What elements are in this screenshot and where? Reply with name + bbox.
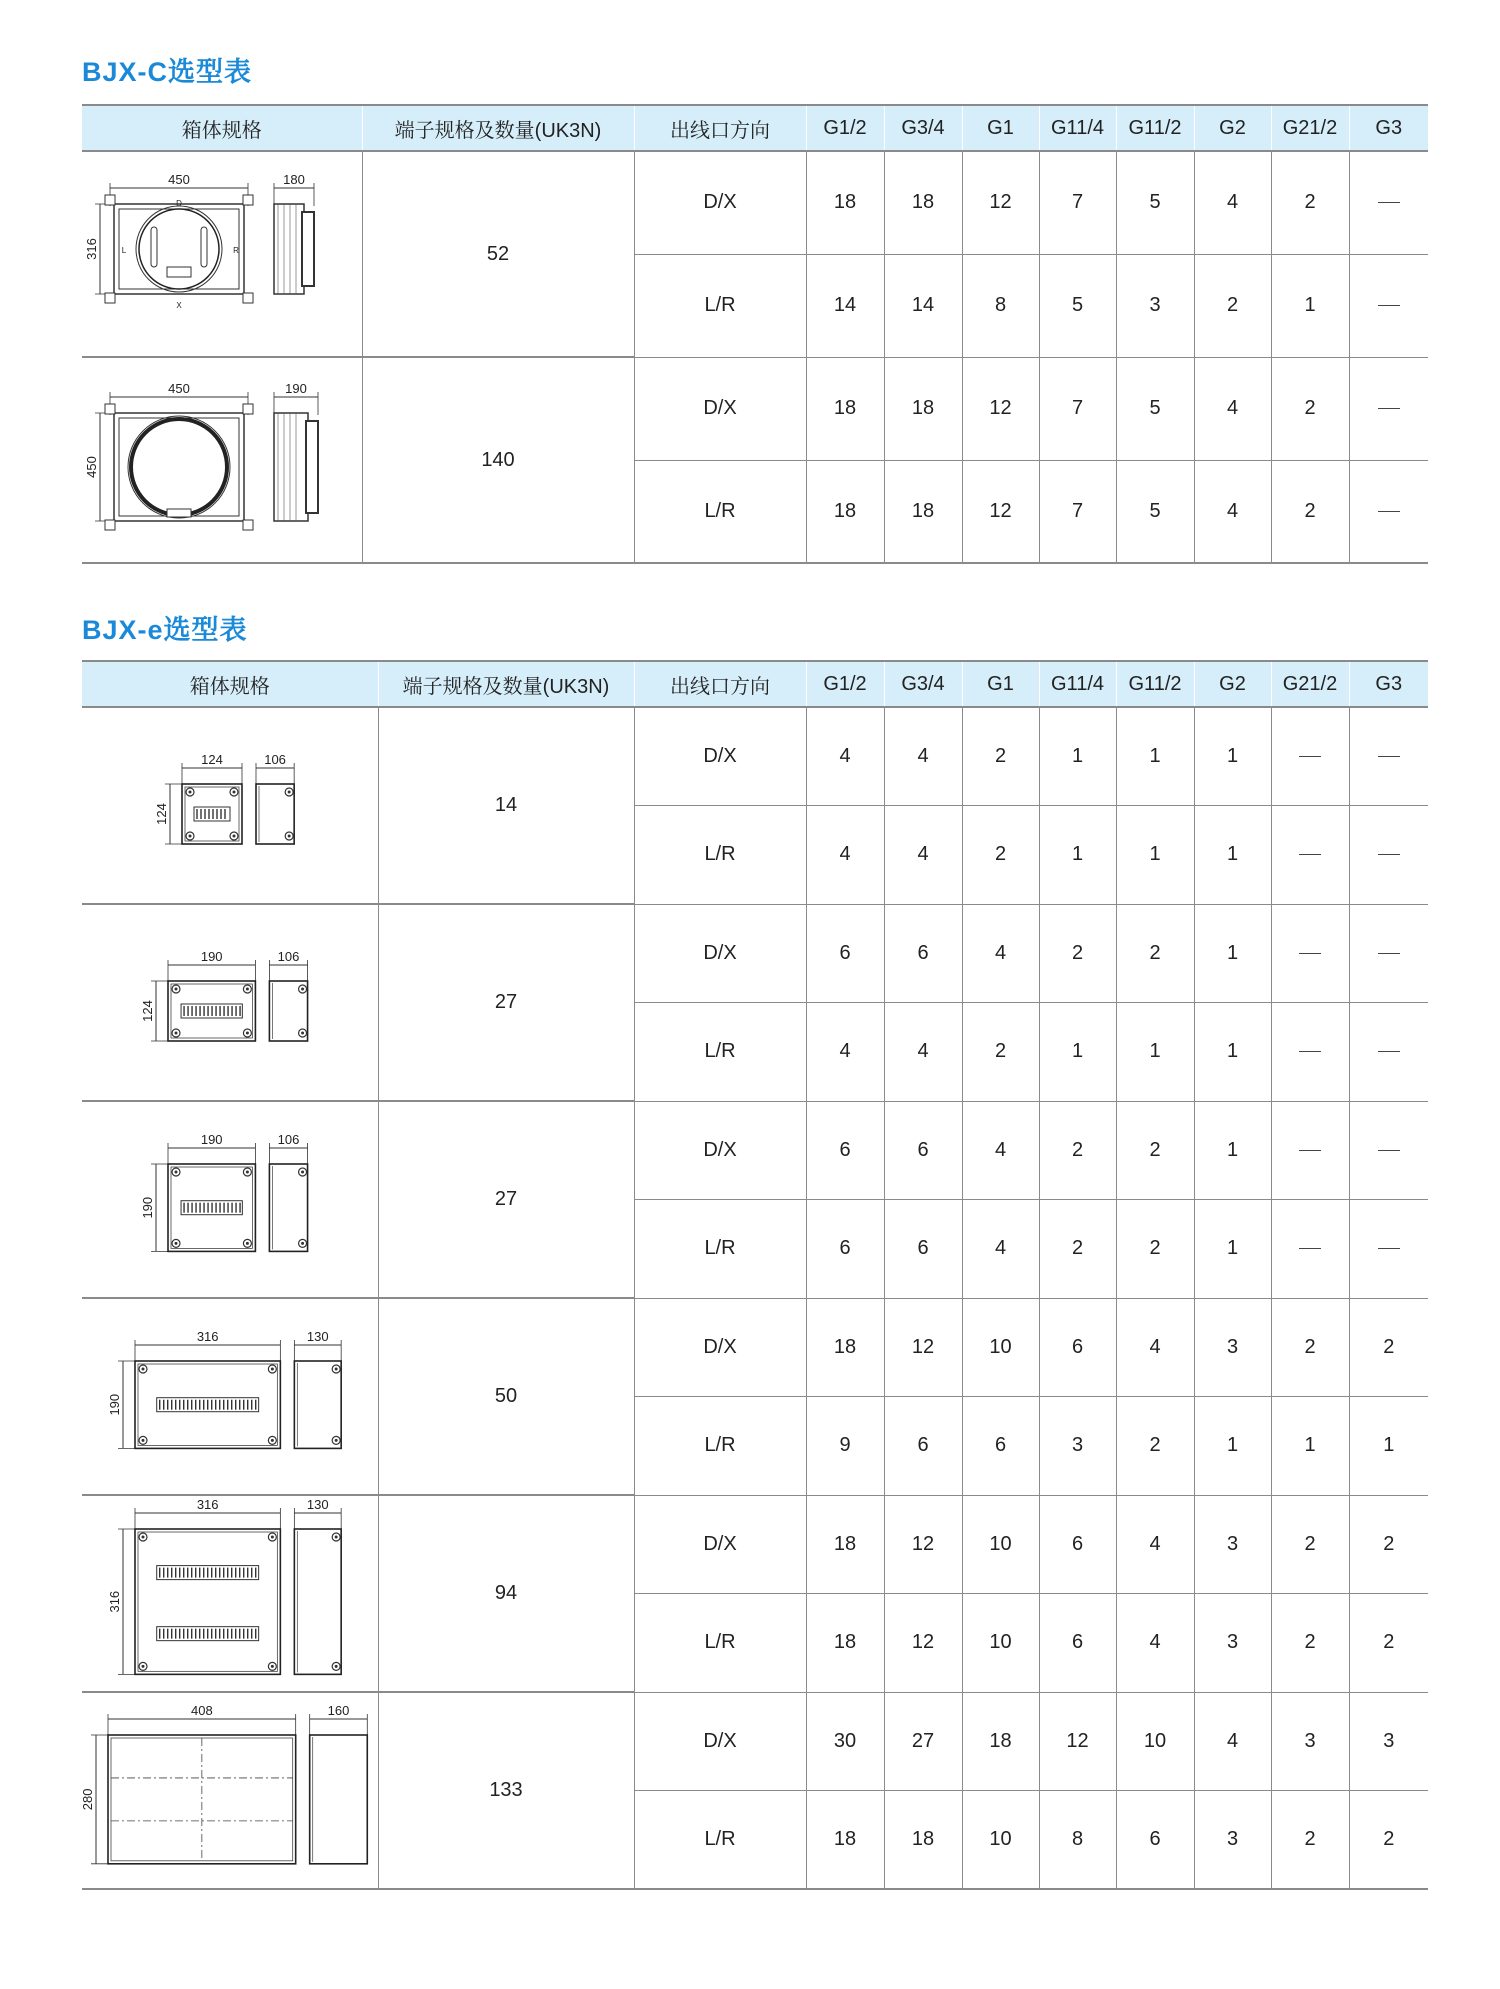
thread-count-cell: 1	[1039, 1003, 1116, 1102]
thread-count-cell: 1	[1194, 707, 1271, 806]
outlet-direction-cell: L/R	[634, 1791, 806, 1890]
thread-count-cell: 8	[962, 254, 1039, 357]
column-header: G3	[1349, 661, 1428, 707]
table-row	[82, 357, 1428, 460]
table-row	[82, 151, 1428, 254]
thread-count-cell: 2	[1271, 151, 1349, 254]
thread-count-cell: 2	[1271, 1298, 1349, 1397]
thread-count-cell: 8	[1039, 1791, 1116, 1890]
dimension-width-label: 316	[196, 1496, 219, 1512]
enclosure-spec-cell	[79, 1692, 378, 1889]
column-header: 箱体规格	[82, 105, 362, 151]
outlet-direction-cell: D/X	[634, 1298, 806, 1397]
column-header: 端子规格及数量(UK3N)	[362, 105, 634, 151]
column-header: G11/4	[1039, 105, 1116, 151]
enclosure-spec-cell	[82, 904, 378, 1101]
thread-count-cell: 4	[1194, 151, 1271, 254]
thread-count-cell: 3	[1194, 1594, 1271, 1693]
dimension-depth-label: 190	[284, 381, 307, 396]
thread-count-cell: 12	[962, 460, 1039, 563]
thread-count-cell	[1349, 151, 1428, 254]
enclosure-spec-cell	[82, 707, 378, 904]
thread-count-cell: 1	[1194, 806, 1271, 905]
header-row	[82, 105, 1428, 151]
dimension-height-label: 316	[83, 238, 99, 260]
column-header: G21/2	[1271, 105, 1349, 151]
column-header: G1	[962, 661, 1039, 707]
thread-count-cell: 2	[1039, 1101, 1116, 1200]
outlet-direction-cell: L/R	[634, 1003, 806, 1102]
thread-count-cell: 30	[806, 1692, 884, 1791]
column-header: G3/4	[884, 661, 962, 707]
column-header: G1/2	[806, 661, 884, 707]
thread-count-cell: 14	[806, 254, 884, 357]
thread-count-cell: 2	[1116, 1200, 1194, 1299]
thread-count-cell: 5	[1039, 254, 1116, 357]
selection-table-bjx-e	[79, 660, 1428, 1890]
dimension-width-label: 190	[200, 948, 223, 964]
not-available-dash	[1378, 202, 1400, 203]
column-header: G3/4	[884, 105, 962, 151]
enclosure-spec-cell	[82, 151, 362, 357]
dimension-depth-label: 106	[277, 1131, 300, 1147]
thread-count-cell: 3	[1271, 1692, 1349, 1791]
not-available-dash	[1378, 1150, 1400, 1151]
terminal-quantity-cell: 52	[362, 151, 634, 357]
dimension-height-label: 190	[106, 1393, 122, 1416]
side-label-d: D	[175, 199, 182, 208]
thread-count-cell: 4	[962, 1200, 1039, 1299]
column-header: G1/2	[806, 105, 884, 151]
thread-count-cell: 1	[1194, 1397, 1271, 1496]
table-row	[82, 1298, 1428, 1397]
outlet-direction-cell: L/R	[634, 1397, 806, 1496]
dimension-width-label: 450	[167, 381, 190, 396]
thread-count-cell: 6	[962, 1397, 1039, 1496]
outlet-direction-cell: D/X	[634, 904, 806, 1003]
thread-count-cell	[1349, 357, 1428, 460]
enclosure-spec-cell	[82, 1298, 378, 1495]
thread-count-cell: 1	[1116, 806, 1194, 905]
thread-count-cell: 12	[962, 357, 1039, 460]
thread-count-cell: 1	[1194, 904, 1271, 1003]
thread-count-cell: 10	[962, 1298, 1039, 1397]
terminal-quantity-cell: 140	[362, 357, 634, 563]
not-available-dash	[1378, 1051, 1400, 1052]
enclosure-spec-cell	[82, 1101, 378, 1298]
enclosure-drawing	[100, 918, 360, 1088]
enclosure-drawing	[83, 375, 352, 545]
thread-count-cell: 9	[806, 1397, 884, 1496]
thread-count-cell: 4	[884, 1003, 962, 1102]
thread-count-cell: 2	[1349, 1791, 1428, 1890]
dimension-depth-label: 130	[306, 1328, 329, 1344]
dimension-width-label: 408	[190, 1702, 213, 1718]
thread-count-cell: 7	[1039, 151, 1116, 254]
thread-count-cell: 18	[806, 1594, 884, 1693]
enclosure-drawing	[83, 169, 352, 339]
dimension-height-label: 280	[79, 1788, 95, 1810]
thread-count-cell	[1349, 707, 1428, 806]
thread-count-cell: 18	[884, 151, 962, 254]
thread-count-cell: 12	[962, 151, 1039, 254]
header-row	[82, 661, 1428, 707]
thread-count-cell: 3	[1116, 254, 1194, 357]
thread-count-cell: 2	[1116, 904, 1194, 1003]
thread-count-cell: 6	[806, 1200, 884, 1299]
thread-count-cell: 3	[1194, 1298, 1271, 1397]
thread-count-cell: 4	[962, 1101, 1039, 1200]
thread-count-cell: 6	[806, 904, 884, 1003]
column-header: 出线口方向	[634, 661, 806, 707]
thread-count-cell: 4	[806, 1003, 884, 1102]
terminal-quantity-cell: 50	[378, 1298, 634, 1495]
outlet-direction-cell: D/X	[634, 1101, 806, 1200]
enclosure-drawing	[79, 1702, 360, 1876]
thread-count-cell: 4	[884, 707, 962, 806]
dimension-height-label: 450	[83, 456, 99, 478]
thread-count-cell: 18	[884, 1791, 962, 1890]
not-available-dash	[1299, 1248, 1321, 1249]
thread-count-cell: 6	[884, 1200, 962, 1299]
dimension-height-label: 190	[139, 1196, 155, 1219]
terminal-quantity-cell: 27	[378, 1101, 634, 1298]
thread-count-cell: 1	[1194, 1200, 1271, 1299]
thread-count-cell	[1349, 254, 1428, 357]
terminal-quantity-cell: 94	[378, 1495, 634, 1692]
column-header: G21/2	[1271, 661, 1349, 707]
outlet-direction-cell: L/R	[634, 1200, 806, 1299]
thread-count-cell: 18	[806, 1298, 884, 1397]
enclosure-drawing	[100, 1312, 360, 1482]
thread-count-cell	[1349, 1101, 1428, 1200]
dimension-height-label: 124	[139, 999, 155, 1022]
thread-count-cell: 4	[1194, 460, 1271, 563]
thread-count-cell: 4	[1194, 1692, 1271, 1791]
enclosure-drawing	[100, 721, 360, 891]
outlet-direction-cell: L/R	[634, 806, 806, 905]
thread-count-cell: 5	[1116, 151, 1194, 254]
column-header: G11/2	[1116, 105, 1194, 151]
thread-count-cell: 6	[1039, 1298, 1116, 1397]
outlet-direction-cell: D/X	[634, 151, 806, 254]
outlet-direction-cell: D/X	[634, 1692, 806, 1791]
thread-count-cell: 6	[884, 1101, 962, 1200]
thread-count-cell: 1	[1116, 707, 1194, 806]
dimension-width-label: 450	[167, 172, 190, 187]
not-available-dash	[1299, 1150, 1321, 1151]
column-header: G3	[1349, 105, 1428, 151]
thread-count-cell: 2	[1349, 1594, 1428, 1693]
enclosure-drawing	[100, 1115, 360, 1285]
outlet-direction-cell: D/X	[634, 357, 806, 460]
dimension-depth-label: 106	[263, 751, 286, 767]
thread-count-cell: 6	[1116, 1791, 1194, 1890]
column-header: G1	[962, 105, 1039, 151]
thread-count-cell: 2	[1349, 1298, 1428, 1397]
thread-count-cell	[1349, 904, 1428, 1003]
thread-count-cell: 12	[884, 1298, 962, 1397]
thread-count-cell	[1271, 1101, 1349, 1200]
table-row	[82, 904, 1428, 1003]
thread-count-cell: 14	[884, 254, 962, 357]
thread-count-cell: 3	[1039, 1397, 1116, 1496]
dimension-depth-label: 180	[282, 172, 305, 187]
outlet-direction-cell: L/R	[634, 254, 806, 357]
thread-count-cell: 3	[1194, 1495, 1271, 1594]
thread-count-cell	[1271, 904, 1349, 1003]
thread-count-cell	[1349, 460, 1428, 563]
thread-count-cell: 18	[806, 151, 884, 254]
thread-count-cell: 2	[1194, 254, 1271, 357]
not-available-dash	[1378, 408, 1400, 409]
dimension-depth-label: 130	[306, 1496, 329, 1512]
outlet-direction-cell: L/R	[634, 460, 806, 563]
column-header: 端子规格及数量(UK3N)	[378, 661, 634, 707]
thread-count-cell: 5	[1116, 357, 1194, 460]
dimension-height-label: 316	[106, 1590, 122, 1613]
not-available-dash	[1378, 511, 1400, 512]
dimension-height-label: 124	[153, 802, 169, 825]
thread-count-cell: 1	[1271, 254, 1349, 357]
thread-count-cell: 18	[806, 460, 884, 563]
dimension-width-label: 124	[200, 751, 223, 767]
thread-count-cell: 10	[962, 1791, 1039, 1890]
not-available-dash	[1299, 854, 1321, 855]
dimension-width-label: 316	[196, 1328, 219, 1344]
thread-count-cell	[1271, 1003, 1349, 1102]
table-row	[82, 1101, 1428, 1200]
dimension-depth-label: 106	[277, 948, 300, 964]
thread-count-cell: 12	[884, 1594, 962, 1693]
dimension-width-label: 190	[200, 1131, 223, 1147]
thread-count-cell: 10	[962, 1594, 1039, 1693]
side-label-r: R	[232, 246, 239, 255]
not-available-dash	[1378, 854, 1400, 855]
column-header: 箱体规格	[82, 661, 378, 707]
side-label-x: X	[176, 301, 182, 310]
thread-count-cell: 6	[884, 904, 962, 1003]
thread-count-cell	[1271, 1200, 1349, 1299]
not-available-dash	[1299, 953, 1321, 954]
thread-count-cell: 2	[1116, 1397, 1194, 1496]
thread-count-cell: 2	[1039, 904, 1116, 1003]
not-available-dash	[1378, 756, 1400, 757]
terminal-quantity-cell: 27	[378, 904, 634, 1101]
outlet-direction-cell: D/X	[634, 707, 806, 806]
enclosure-spec-cell	[82, 1495, 378, 1692]
not-available-dash	[1378, 953, 1400, 954]
thread-count-cell: 12	[1039, 1692, 1116, 1791]
thread-count-cell: 18	[884, 357, 962, 460]
table-row	[82, 1495, 1428, 1594]
thread-count-cell	[1271, 707, 1349, 806]
thread-count-cell: 2	[1271, 1594, 1349, 1693]
outlet-direction-cell: D/X	[634, 1495, 806, 1594]
thread-count-cell: 1	[1194, 1101, 1271, 1200]
selection-table-bjx-c	[82, 104, 1428, 564]
thread-count-cell: 4	[1116, 1298, 1194, 1397]
section-title-bjx-c: BJX-C选型表	[82, 57, 253, 87]
thread-count-cell: 18	[962, 1692, 1039, 1791]
not-available-dash	[1299, 756, 1321, 757]
thread-count-cell: 6	[884, 1397, 962, 1496]
enclosure-spec-cell	[82, 357, 362, 563]
outlet-direction-cell: L/R	[634, 1594, 806, 1693]
thread-count-cell: 2	[962, 806, 1039, 905]
thread-count-cell: 6	[806, 1101, 884, 1200]
thread-count-cell: 1	[1194, 1003, 1271, 1102]
table-row	[82, 1692, 1428, 1791]
thread-count-cell: 4	[806, 806, 884, 905]
thread-count-cell: 27	[884, 1692, 962, 1791]
section-title-bjx-e: BJX-e选型表	[82, 615, 248, 645]
table-row	[82, 707, 1428, 806]
thread-count-cell: 3	[1194, 1791, 1271, 1890]
thread-count-cell: 5	[1116, 460, 1194, 563]
thread-count-cell: 2	[1271, 460, 1349, 563]
not-available-dash	[1299, 1051, 1321, 1052]
thread-count-cell: 6	[1039, 1495, 1116, 1594]
thread-count-cell	[1349, 806, 1428, 905]
thread-count-cell: 12	[884, 1495, 962, 1594]
thread-count-cell: 1	[1116, 1003, 1194, 1102]
thread-count-cell	[1271, 806, 1349, 905]
thread-count-cell: 2	[1349, 1495, 1428, 1594]
thread-count-cell: 2	[1271, 1495, 1349, 1594]
thread-count-cell: 2	[962, 1003, 1039, 1102]
thread-count-cell: 18	[884, 460, 962, 563]
thread-count-cell: 2	[1039, 1200, 1116, 1299]
thread-count-cell: 2	[1271, 1791, 1349, 1890]
thread-count-cell: 10	[1116, 1692, 1194, 1791]
thread-count-cell: 4	[962, 904, 1039, 1003]
thread-count-cell: 2	[962, 707, 1039, 806]
thread-count-cell: 1	[1271, 1397, 1349, 1496]
thread-count-cell: 7	[1039, 460, 1116, 563]
thread-count-cell: 7	[1039, 357, 1116, 460]
not-available-dash	[1378, 1248, 1400, 1249]
thread-count-cell: 4	[806, 707, 884, 806]
column-header: G11/2	[1116, 661, 1194, 707]
thread-count-cell: 18	[806, 1495, 884, 1594]
thread-count-cell: 4	[1116, 1495, 1194, 1594]
thread-count-cell: 2	[1271, 357, 1349, 460]
thread-count-cell: 10	[962, 1495, 1039, 1594]
thread-count-cell	[1349, 1003, 1428, 1102]
thread-count-cell: 1	[1039, 806, 1116, 905]
enclosure-drawing	[100, 1496, 360, 1679]
thread-count-cell: 1	[1039, 707, 1116, 806]
thread-count-cell: 4	[884, 806, 962, 905]
thread-count-cell: 3	[1349, 1692, 1428, 1791]
thread-count-cell: 2	[1116, 1101, 1194, 1200]
thread-count-cell: 18	[806, 1791, 884, 1890]
thread-count-cell: 1	[1349, 1397, 1428, 1496]
column-header: G2	[1194, 661, 1271, 707]
not-available-dash	[1378, 305, 1400, 306]
dimension-depth-label: 160	[327, 1702, 350, 1718]
column-header: G2	[1194, 105, 1271, 151]
side-label-l: L	[121, 246, 126, 255]
terminal-quantity-cell: 133	[378, 1692, 634, 1889]
column-header: G11/4	[1039, 661, 1116, 707]
thread-count-cell: 4	[1116, 1594, 1194, 1693]
thread-count-cell	[1349, 1200, 1428, 1299]
thread-count-cell: 4	[1194, 357, 1271, 460]
terminal-quantity-cell: 14	[378, 707, 634, 904]
thread-count-cell: 18	[806, 357, 884, 460]
thread-count-cell: 6	[1039, 1594, 1116, 1693]
column-header: 出线口方向	[634, 105, 806, 151]
